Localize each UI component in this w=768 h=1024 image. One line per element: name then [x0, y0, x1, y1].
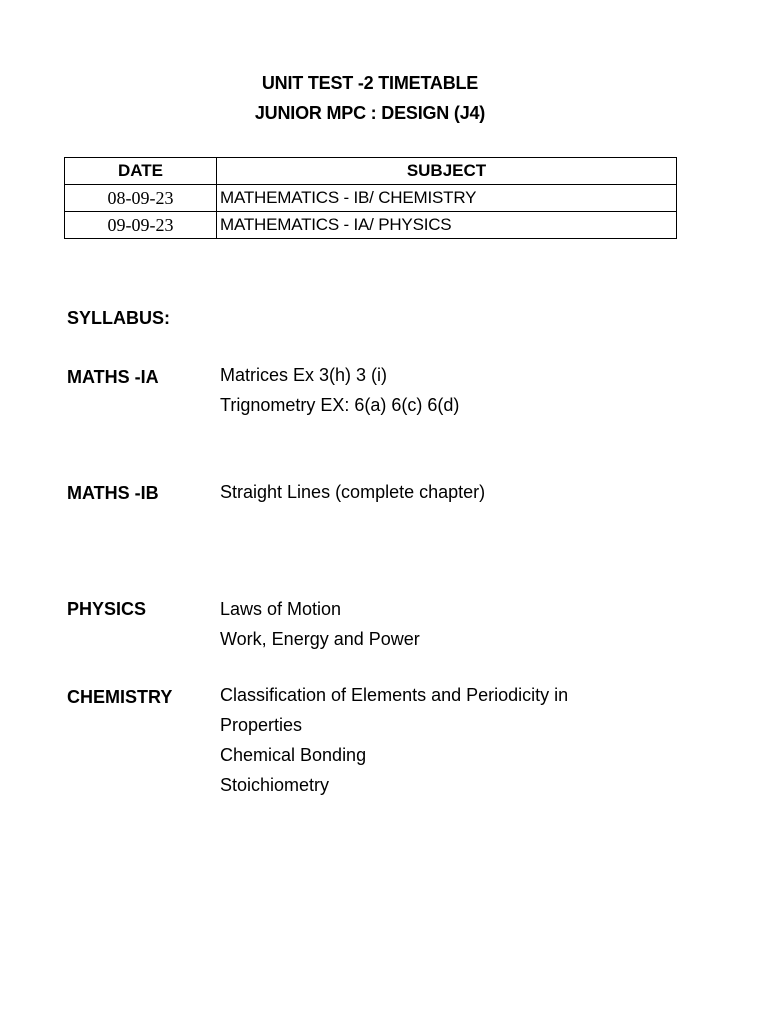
- syllabus-topic: Properties: [220, 715, 303, 735]
- exam-date-cell: 08-09-23: [65, 185, 217, 212]
- exam-subject-cell: MATHEMATICS - IA/ PHYSICS: [217, 212, 677, 239]
- column-header-subject: SUBJECT: [217, 158, 677, 185]
- syllabus-topic: Chemical Bonding: [220, 745, 367, 765]
- syllabus-topic: Trignometry EX: 6(a) 6(c) 6(d): [220, 395, 460, 415]
- syllabus-topic: Matrices Ex 3(h) 3 (i): [220, 365, 388, 385]
- document-subtitle: JUNIOR MPC : DESIGN (J4): [254, 103, 486, 123]
- syllabus-topic: Work, Energy and Power: [220, 629, 420, 649]
- document-title: UNIT TEST -2 TIMETABLE: [261, 73, 479, 93]
- timetable-header-row: [65, 158, 677, 185]
- syllabus-topic: Stoichiometry: [220, 775, 330, 795]
- syllabus-topic: Classification of Elements and Periodicity in: [220, 685, 569, 705]
- timetable-table: [64, 157, 677, 239]
- syllabus-topic-list: [220, 680, 660, 800]
- syllabus-subject-label: PHYSICS: [67, 599, 147, 619]
- column-header-date: DATE: [65, 158, 217, 185]
- syllabus-topic: Laws of Motion: [220, 599, 342, 619]
- syllabus-topic-list: [220, 594, 660, 654]
- syllabus-heading: SYLLABUS:: [67, 308, 170, 328]
- syllabus-topic: Straight Lines (complete chapter): [220, 482, 486, 502]
- syllabus-subject-label: CHEMISTRY: [67, 687, 173, 707]
- syllabus-topic-list: [220, 360, 660, 420]
- table-row: [65, 212, 677, 239]
- syllabus-subject-label: MATHS -IA: [67, 367, 159, 387]
- table-row: [65, 185, 677, 212]
- syllabus-topic-list: [220, 477, 660, 507]
- exam-subject-cell: MATHEMATICS - IB/ CHEMISTRY: [217, 185, 677, 212]
- exam-date-cell: 09-09-23: [65, 212, 217, 239]
- syllabus-subject-label: MATHS -IB: [67, 483, 159, 503]
